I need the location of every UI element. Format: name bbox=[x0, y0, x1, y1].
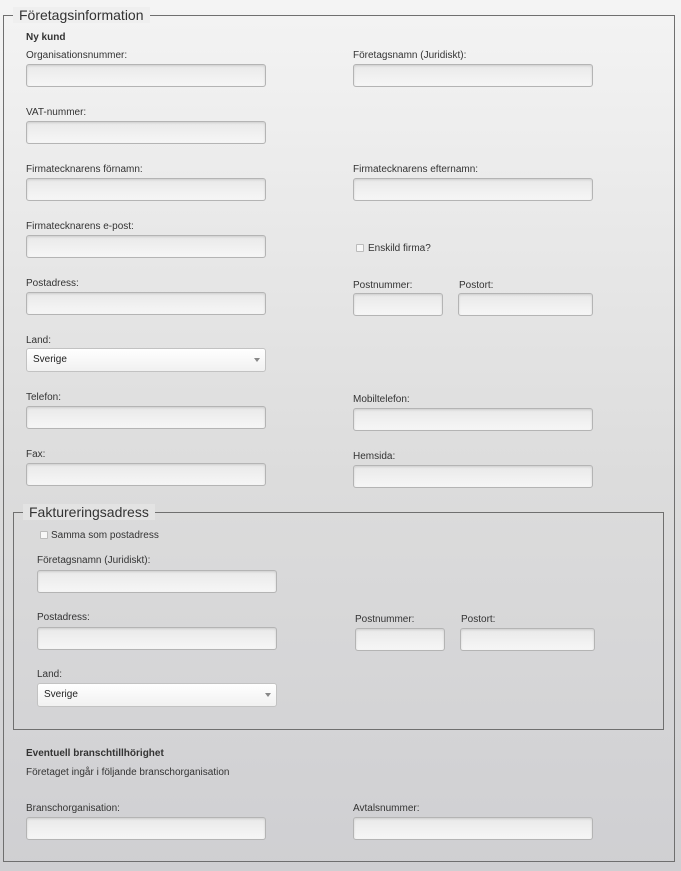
chevron-down-icon bbox=[265, 693, 271, 697]
country-label: Land: bbox=[26, 335, 52, 346]
billing-country-label: Land: bbox=[37, 669, 63, 680]
same-as-postal-label: Samma som postadress bbox=[51, 530, 159, 541]
agreement-number-label: Avtalsnummer: bbox=[353, 803, 420, 814]
signer-first-name-input[interactable] bbox=[26, 178, 266, 201]
country-select[interactable] bbox=[26, 348, 266, 372]
fax-label: Fax: bbox=[26, 449, 46, 460]
billing-postal-code-input[interactable] bbox=[355, 628, 445, 651]
same-as-postal-checkbox[interactable] bbox=[40, 531, 48, 539]
phone-label: Telefon: bbox=[26, 392, 62, 403]
billing-address-legend: Faktureringsadress bbox=[23, 504, 155, 520]
org-number-input[interactable] bbox=[26, 64, 266, 87]
postal-code-input[interactable] bbox=[353, 293, 443, 316]
fax-input[interactable] bbox=[26, 463, 266, 486]
mobile-input[interactable] bbox=[353, 408, 593, 431]
signer-last-name-label: Firmatecknarens efternamn: bbox=[353, 164, 479, 175]
billing-country-select[interactable] bbox=[37, 683, 277, 707]
billing-company-name-input[interactable] bbox=[37, 570, 277, 593]
phone-input[interactable] bbox=[26, 406, 266, 429]
industry-title: Eventuell branschtillhörighet bbox=[26, 748, 164, 759]
billing-city-label: Postort: bbox=[461, 614, 496, 625]
country-select-value: Sverige bbox=[33, 354, 67, 365]
city-label: Postort: bbox=[459, 280, 494, 291]
company-name-input[interactable] bbox=[353, 64, 593, 87]
agreement-number-input[interactable] bbox=[353, 817, 593, 840]
billing-company-name-label: Företagsnamn (Juridiskt): bbox=[37, 555, 151, 566]
signer-first-name-label: Firmatecknarens förnamn: bbox=[26, 164, 143, 175]
vat-input[interactable] bbox=[26, 121, 266, 144]
postal-address-input[interactable] bbox=[26, 292, 266, 315]
billing-country-select-value: Sverige bbox=[44, 689, 78, 700]
company-name-label: Företagsnamn (Juridiskt): bbox=[353, 50, 467, 61]
chevron-down-icon bbox=[254, 358, 260, 362]
website-input[interactable] bbox=[353, 465, 593, 488]
signer-email-input[interactable] bbox=[26, 235, 266, 258]
vat-label: VAT-nummer: bbox=[26, 107, 87, 118]
website-label: Hemsida: bbox=[353, 451, 396, 462]
city-input[interactable] bbox=[458, 293, 593, 316]
billing-postal-address-label: Postadress: bbox=[37, 612, 90, 623]
mobile-label: Mobiltelefon: bbox=[353, 394, 410, 405]
industry-subtitle: Företaget ingår i följande branschorganisation bbox=[26, 767, 230, 778]
billing-postal-code-label: Postnummer: bbox=[355, 614, 415, 625]
sole-trader-checkbox[interactable] bbox=[356, 244, 364, 252]
sole-trader-label: Enskild firma? bbox=[368, 243, 431, 254]
signer-last-name-input[interactable] bbox=[353, 178, 593, 201]
company-info-legend: Företagsinformation bbox=[13, 7, 150, 23]
industry-org-input[interactable] bbox=[26, 817, 266, 840]
billing-postal-address-input[interactable] bbox=[37, 627, 277, 650]
industry-org-label: Branschorganisation: bbox=[26, 803, 120, 814]
new-customer-title: Ny kund bbox=[26, 32, 66, 43]
postal-code-label: Postnummer: bbox=[353, 280, 413, 291]
org-number-label: Organisationsnummer: bbox=[26, 50, 128, 61]
postal-address-label: Postadress: bbox=[26, 278, 79, 289]
billing-city-input[interactable] bbox=[460, 628, 595, 651]
signer-email-label: Firmatecknarens e-post: bbox=[26, 221, 134, 232]
